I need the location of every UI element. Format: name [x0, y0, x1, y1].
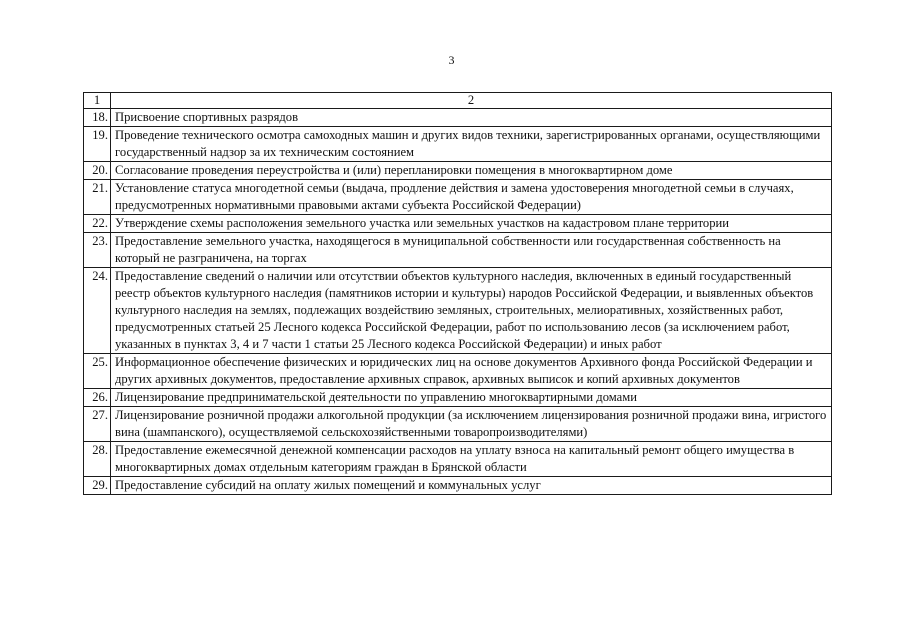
row-service-text: Предоставление сведений о наличии или отсутствии объектов культурного наследия, включенных в единый государственный реестр объектов культурного наследия (памятников истории и культуры) народов Российской Федерации, и выявленных объектов культурного наследия на землях, подлежащих воздействию земляных, строительных, мелиоративных, хозяйственных работ, предусмотренных статьей 25 Лесного кодекса Российской Федерации, работ по использованию лесов (за исключением работ, указанных в пунктах 3, 4 и 7 части 1 статьи 25 Лесного кодекса Российской Федерации) и иных работ	[111, 268, 832, 354]
row-number: 29.	[84, 477, 111, 495]
row-number: 19.	[84, 127, 111, 162]
row-service-text: Присвоение спортивных разрядов	[111, 109, 832, 127]
row-number: 28.	[84, 442, 111, 477]
row-number: 18.	[84, 109, 111, 127]
row-service-text: Предоставление ежемесячной денежной компенсации расходов на уплату взноса на капитальный ремонт общего имущества в многоквартирных домах отдельным категориям граждан в Брянской области	[111, 442, 832, 477]
services-table	[83, 92, 832, 495]
row-service-text: Лицензирование предпринимательской деятельности по управлению многоквартирными домами	[111, 389, 832, 407]
row-number: 23.	[84, 233, 111, 268]
row-service-text: Согласование проведения переустройства и (или) перепланировки помещения в многоквартирном доме	[111, 162, 832, 180]
row-service-text: Утверждение схемы расположения земельного участка или земельных участков на кадастровом плане территории	[111, 215, 832, 233]
page-number: 3	[448, 53, 455, 67]
table-row	[84, 180, 832, 215]
row-number: 27.	[84, 407, 111, 442]
table-row	[84, 354, 832, 389]
row-service-text: Лицензирование розничной продажи алкогольной продукции (за исключением лицензирования розничной продажи вина, игристого вина (шампанского), осуществляемой сельскохозяйственными товаропроизводителями)	[111, 407, 832, 442]
row-service-text: Установление статуса многодетной семьи (выдача, продление действия и замена удостоверения многодетной семьи в случаях, предусмотренных нормативными правовыми актами субъекта Российской Федерации)	[111, 180, 832, 215]
row-number: 20.	[84, 162, 111, 180]
row-number: 24.	[84, 268, 111, 354]
table-row	[84, 215, 832, 233]
row-service-text: Проведение технического осмотра самоходных машин и других видов техники, зарегистрированных органами, осуществляющими государственный надзор за их техническим состоянием	[111, 127, 832, 162]
table-header-row	[84, 93, 832, 109]
row-service-text: Предоставление земельного участка, находящегося в муниципальной собственности или государственная собственность на который не разграничена, на торгах	[111, 233, 832, 268]
column-header-service: 2	[111, 93, 832, 109]
row-service-text: Информационное обеспечение физических и юридических лиц на основе документов Архивного фонда Российской Федерации и других архивных документов, предоставление архивных справок, архивных выписок и копий архивных документов	[111, 354, 832, 389]
row-service-text: Предоставление субсидий на оплату жилых помещений и коммунальных услуг	[111, 477, 832, 495]
table-row	[84, 109, 832, 127]
table-row	[84, 233, 832, 268]
table-row	[84, 268, 832, 354]
table-row	[84, 477, 832, 495]
row-number: 22.	[84, 215, 111, 233]
table-row	[84, 442, 832, 477]
table-row	[84, 407, 832, 442]
table-row	[84, 162, 832, 180]
table-row	[84, 127, 832, 162]
row-number: 25.	[84, 354, 111, 389]
table-row	[84, 389, 832, 407]
row-number: 26.	[84, 389, 111, 407]
column-header-number: 1	[84, 93, 111, 109]
row-number: 21.	[84, 180, 111, 215]
